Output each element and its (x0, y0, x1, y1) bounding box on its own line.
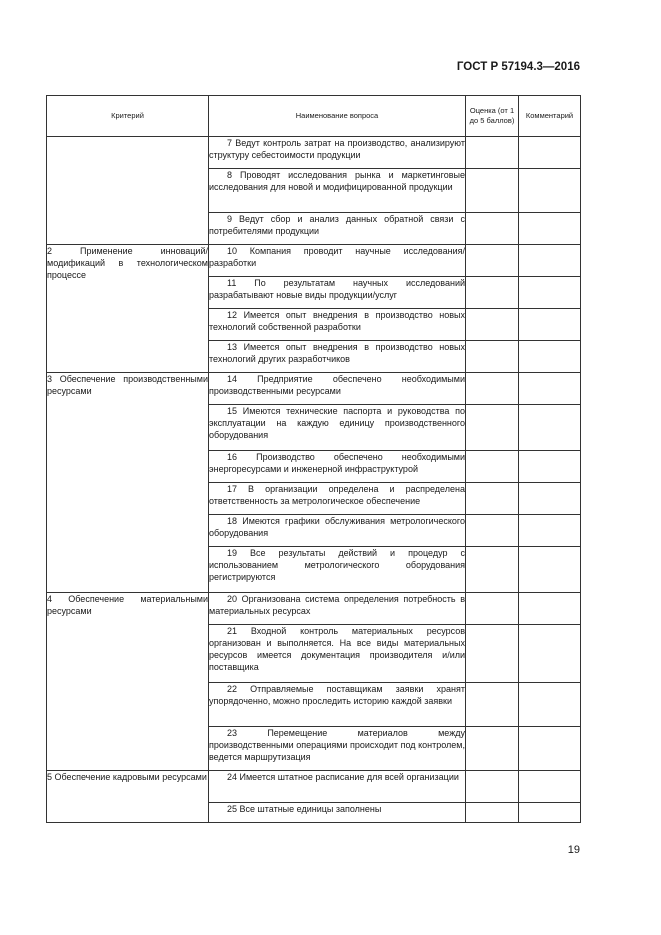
question-cell: 15 Имеются технические паспорта и руководства по эксплуатации на каждую единицу производственного оборудования (209, 405, 466, 451)
criterion-cell: 3 Обеспечение производственными ресурсами (47, 373, 209, 593)
score-cell[interactable] (466, 771, 519, 803)
criterion-cell (47, 137, 209, 245)
score-cell[interactable] (466, 373, 519, 405)
criterion-cell: 2 Применение инноваций/модификаций в технологическом процессе (47, 245, 209, 373)
comment-cell[interactable] (519, 483, 581, 515)
comment-cell[interactable] (519, 169, 581, 213)
score-cell[interactable] (466, 515, 519, 547)
comment-cell[interactable] (519, 727, 581, 771)
question-cell: 20 Организована система определения потребность в материальных ресурсах (209, 593, 466, 625)
score-cell[interactable] (466, 277, 519, 309)
score-cell[interactable] (466, 683, 519, 727)
question-cell: 17 В организации определена и распределена ответственность за метрологическое обеспечение (209, 483, 466, 515)
comment-cell[interactable] (519, 405, 581, 451)
score-cell[interactable] (466, 547, 519, 593)
table-row (47, 593, 581, 625)
comment-cell[interactable] (519, 515, 581, 547)
table-row (47, 137, 581, 169)
comment-cell[interactable] (519, 803, 581, 823)
question-cell: 21 Входной контроль материальных ресурсов организован и выполняется. На все виды материальных ресурсов имеется документация производителя и/или поставщика (209, 625, 466, 683)
score-cell[interactable] (466, 213, 519, 245)
question-cell: 23 Перемещение материалов между производственными операциями происходит под контролем, ведется маршрутизация (209, 727, 466, 771)
question-cell: 13 Имеется опыт внедрения в производство новых технологий других разработчиков (209, 341, 466, 373)
score-cell[interactable] (466, 625, 519, 683)
comment-cell[interactable] (519, 309, 581, 341)
comment-cell[interactable] (519, 341, 581, 373)
criterion-cell: 4 Обеспечение материальными ресурсами (47, 593, 209, 771)
question-cell: 7 Ведут контроль затрат на производство, анализируют структуру себестоимости продукции (209, 137, 466, 169)
question-cell: 11 По результатам научных исследований разрабатывают новые виды продукции/услуг (209, 277, 466, 309)
header-criterion: Критерий (47, 96, 209, 137)
score-cell[interactable] (466, 137, 519, 169)
comment-cell[interactable] (519, 277, 581, 309)
header-score: Оценка (от 1 до 5 баллов) (466, 96, 519, 137)
comment-cell[interactable] (519, 593, 581, 625)
question-cell: 10 Компания проводит научные исследования/разработки (209, 245, 466, 277)
score-cell[interactable] (466, 483, 519, 515)
score-cell[interactable] (466, 341, 519, 373)
question-cell: 9 Ведут сбор и анализ данных обратной связи с потребителями продукции (209, 213, 466, 245)
criterion-cell: 5 Обеспечение кадровыми ресурсами (47, 771, 209, 823)
comment-cell[interactable] (519, 213, 581, 245)
score-cell[interactable] (466, 727, 519, 771)
question-cell: 14 Предприятие обеспечено необходимыми производственными ресурсами (209, 373, 466, 405)
comment-cell[interactable] (519, 547, 581, 593)
comment-cell[interactable] (519, 683, 581, 727)
question-cell: 22 Отправляемые поставщикам заявки хранят упорядоченно, можно проследить историю каждой заявки (209, 683, 466, 727)
question-cell: 12 Имеется опыт внедрения в производство новых технологий собственной разработки (209, 309, 466, 341)
score-cell[interactable] (466, 245, 519, 277)
header-comment: Комментарий (519, 96, 581, 137)
score-cell[interactable] (466, 593, 519, 625)
question-cell: 24 Имеется штатное расписание для всей организации (209, 771, 466, 803)
score-cell[interactable] (466, 169, 519, 213)
standard-number: ГОСТ Р 57194.3—2016 (456, 61, 580, 73)
table-row (47, 771, 581, 803)
table-row (47, 373, 581, 405)
comment-cell[interactable] (519, 373, 581, 405)
score-cell[interactable] (466, 309, 519, 341)
page-number: 19 (567, 844, 580, 856)
table-row (47, 245, 581, 277)
score-cell[interactable] (466, 451, 519, 483)
comment-cell[interactable] (519, 451, 581, 483)
question-cell: 18 Имеются графики обслуживания метрологического оборудования (209, 515, 466, 547)
question-cell: 25 Все штатные единицы заполнены (209, 803, 466, 823)
question-cell: 16 Производство обеспечено необходимыми энергоресурсами и инженерной инфраструктурой (209, 451, 466, 483)
score-cell[interactable] (466, 405, 519, 451)
header-row (47, 96, 581, 137)
question-cell: 19 Все результаты действий и процедур с использованием метрологического оборудования регистрируются (209, 547, 466, 593)
comment-cell[interactable] (519, 771, 581, 803)
comment-cell[interactable] (519, 625, 581, 683)
header-question: Наименование вопроса (209, 96, 466, 137)
question-cell: 8 Проводят исследования рынка и маркетинговые исследования для новой и модифицированной продукции (209, 169, 466, 213)
score-cell[interactable] (466, 803, 519, 823)
evaluation-table (46, 95, 581, 823)
comment-cell[interactable] (519, 245, 581, 277)
comment-cell[interactable] (519, 137, 581, 169)
